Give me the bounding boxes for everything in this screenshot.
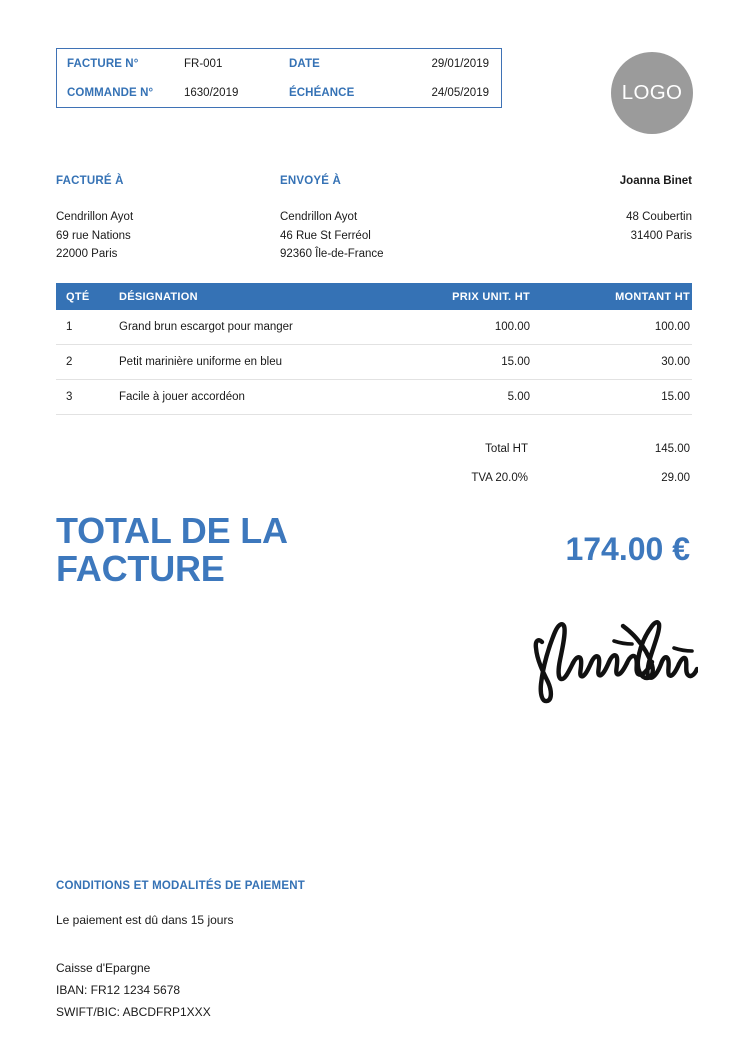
ship-to-heading: ENVOYÉ À (280, 175, 342, 187)
sender-block (510, 175, 692, 264)
table-row (56, 310, 692, 345)
order-number-label: COMMANDE N° (67, 86, 154, 99)
subtotal-value: 145.00 (654, 442, 690, 455)
table-row (56, 380, 692, 415)
sender-line: 31400 Paris (630, 229, 692, 242)
signature-image (528, 608, 698, 708)
payment-terms-text: Le paiement est dû dans 15 jours (56, 913, 234, 927)
ship-to-line: 46 Rue St Ferréol (280, 229, 371, 242)
address-section (56, 175, 692, 264)
cell-amount: 100.00 (654, 321, 690, 333)
invoice-meta-box (56, 48, 502, 108)
column-header-description: DÉSIGNATION (119, 290, 198, 303)
grand-total-section (56, 512, 692, 588)
column-header-unit-price: PRIX UNIT. HT (452, 290, 530, 303)
line-items-table (56, 283, 692, 415)
column-header-qty: QTÉ (66, 290, 90, 303)
subtotal-row (56, 434, 692, 463)
cell-amount: 15.00 (661, 391, 690, 403)
meta-row-order-number (57, 78, 501, 107)
cell-description: Facile à jouer accordéon (119, 391, 245, 403)
due-date-label: ÉCHÉANCE (289, 86, 355, 99)
grand-total-label: TOTAL DE LA FACTURE (56, 510, 287, 589)
table-header-row (56, 283, 692, 310)
payment-terms-heading: CONDITIONS ET MODALITÉS DE PAIEMENT (56, 880, 305, 892)
invoice-number-label: FACTURE N° (67, 57, 139, 70)
ship-to-block (280, 175, 510, 264)
cell-amount: 30.00 (661, 356, 690, 368)
cell-qty: 3 (66, 391, 73, 403)
logo-text: LOGO (621, 81, 683, 104)
bill-to-line: 22000 Paris (56, 248, 118, 260)
bill-to-line: Cendrillon Ayot (56, 211, 134, 223)
cell-qty: 2 (66, 356, 73, 368)
invoice-date-value: 29/01/2019 (431, 57, 489, 70)
bill-to-line: 69 rue Nations (56, 229, 131, 242)
bank-iban: IBAN: FR12 1234 5678 (56, 983, 181, 997)
sender-name: Joanna Binet (619, 175, 692, 187)
cell-unit-price: 5.00 (507, 391, 530, 403)
totals-section (56, 434, 692, 492)
cell-unit-price: 15.00 (501, 356, 530, 368)
column-header-amount: MONTANT HT (615, 290, 690, 303)
cell-description: Grand brun escargot pour manger (119, 321, 293, 333)
payment-terms-section (56, 880, 556, 1023)
cell-unit-price: 100.00 (494, 321, 530, 333)
bank-details (56, 957, 556, 1023)
cell-qty: 1 (66, 321, 73, 333)
order-number-value: 1630/2019 (184, 86, 239, 99)
meta-row-invoice-number (57, 49, 501, 78)
bill-to-heading: FACTURÉ À (56, 175, 124, 187)
bank-name: Caisse d'Epargne (56, 961, 151, 975)
subtotal-label: Total HT (485, 442, 528, 455)
ship-to-line: 92360 Île-de-France (280, 248, 384, 260)
bank-swift-bic: SWIFT/BIC: ABCDFRP1XXX (56, 1005, 211, 1019)
table-row (56, 345, 692, 380)
bill-to-block (56, 175, 280, 264)
invoice-number-value: FR-001 (184, 57, 223, 70)
cell-description: Petit marinière uniforme en bleu (119, 356, 282, 368)
invoice-date-label: DATE (289, 57, 320, 70)
logo-placeholder (611, 52, 693, 134)
tax-row (56, 463, 692, 492)
sender-line: 48 Coubertin (626, 211, 692, 223)
tax-value: 29.00 (661, 471, 690, 484)
grand-total-value: 174.00 € (565, 531, 690, 567)
tax-label: TVA 20.0% (471, 471, 528, 484)
due-date-value: 24/05/2019 (431, 86, 489, 99)
ship-to-line: Cendrillon Ayot (280, 211, 358, 223)
